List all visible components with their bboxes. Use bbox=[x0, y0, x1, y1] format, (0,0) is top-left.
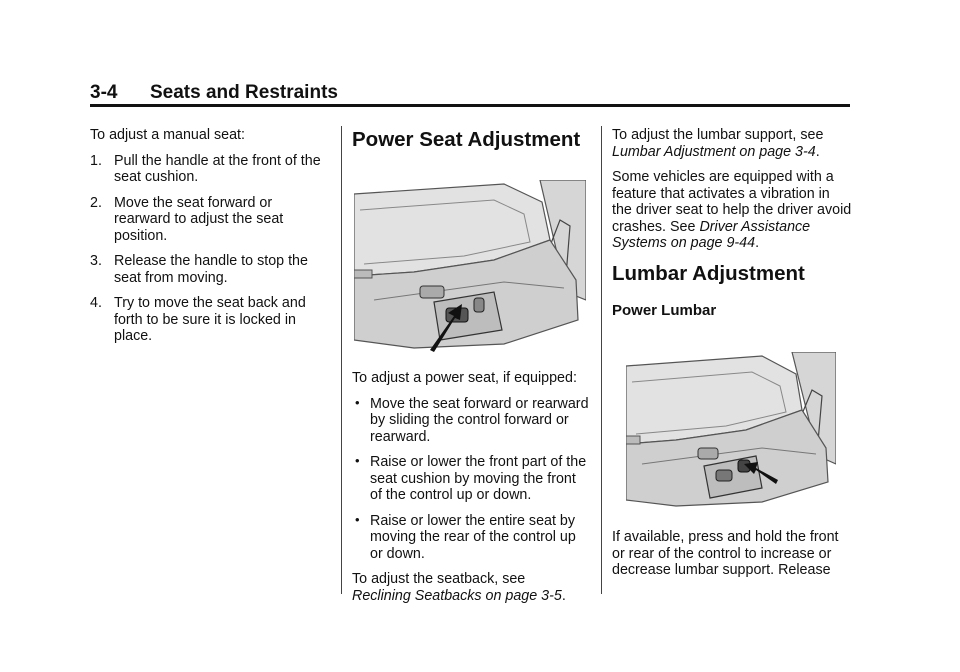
step-item: 3. Release the handle to stop the seat from moving. bbox=[90, 253, 308, 286]
seatback-paragraph: To adjust the seatback, see Reclining Seatbacks on page 3-5. bbox=[352, 571, 566, 604]
lumbar-ref-paragraph: To adjust the lumbar support, see Lumbar Adjustment on page 3-4. bbox=[612, 127, 824, 160]
section-title: Seats and Restraints bbox=[150, 82, 338, 103]
manual-seat-intro: To adjust a manual seat: bbox=[90, 127, 245, 143]
reclining-seatbacks-link[interactable]: Reclining Seatbacks on page 3-5 bbox=[352, 587, 562, 604]
driver-assistance-link[interactable]: Driver Assistance Systems on page 9-44 bbox=[612, 218, 811, 251]
power-lumbar-illustration bbox=[626, 352, 836, 510]
left-column bbox=[90, 127, 330, 354]
bullet-item: • Raise or lower the entire seat by moving the rear of the control up or down. bbox=[355, 511, 576, 562]
power-lumbar-paragraph: If available, press and hold the front or rear of the control to increase or decrease lumbar support. Release bbox=[612, 529, 839, 578]
power-seat-illustration bbox=[354, 180, 586, 352]
manual-seat-steps bbox=[90, 153, 330, 345]
power-lumbar-body bbox=[612, 529, 852, 588]
power-seat-bullets bbox=[352, 396, 590, 563]
middle-column bbox=[352, 370, 590, 613]
step-item: 4. Try to move the seat back and forth to be sure it is locked in place. bbox=[90, 295, 306, 344]
column-divider-1 bbox=[341, 126, 342, 594]
vibration-paragraph: Some vehicles are equipped with a feature that activates a vibration in the driver seat to help the driver avoid crashes. See Driver Assistance Systems on page 9-44. bbox=[612, 169, 852, 251]
step-item: 2. Move the seat forward or rearward to adjust the seat position. bbox=[90, 194, 284, 244]
page-header bbox=[90, 82, 850, 104]
lumbar-heading: Lumbar Adjustment bbox=[612, 262, 805, 285]
right-column bbox=[612, 127, 852, 261]
bullet-item: • Move the seat forward or rearward by sliding the control forward or rearward. bbox=[355, 394, 589, 445]
bullet-item: • Raise or lower the front part of the seat cushion by moving the front of the control up or down. bbox=[355, 453, 587, 503]
power-lumbar-subheading: Power Lumbar bbox=[612, 302, 717, 319]
section-number: 3-4 bbox=[90, 82, 118, 103]
header-rule bbox=[90, 104, 850, 107]
column-divider-2 bbox=[601, 126, 602, 594]
power-seat-heading: Power Seat Adjustment bbox=[352, 128, 581, 151]
step-item: 1. Pull the handle at the front of the seat cushion. bbox=[90, 152, 321, 185]
power-seat-intro: To adjust a power seat, if equipped: bbox=[352, 370, 577, 386]
lumbar-adjustment-link[interactable]: Lumbar Adjustment on page 3-4 bbox=[612, 143, 816, 160]
